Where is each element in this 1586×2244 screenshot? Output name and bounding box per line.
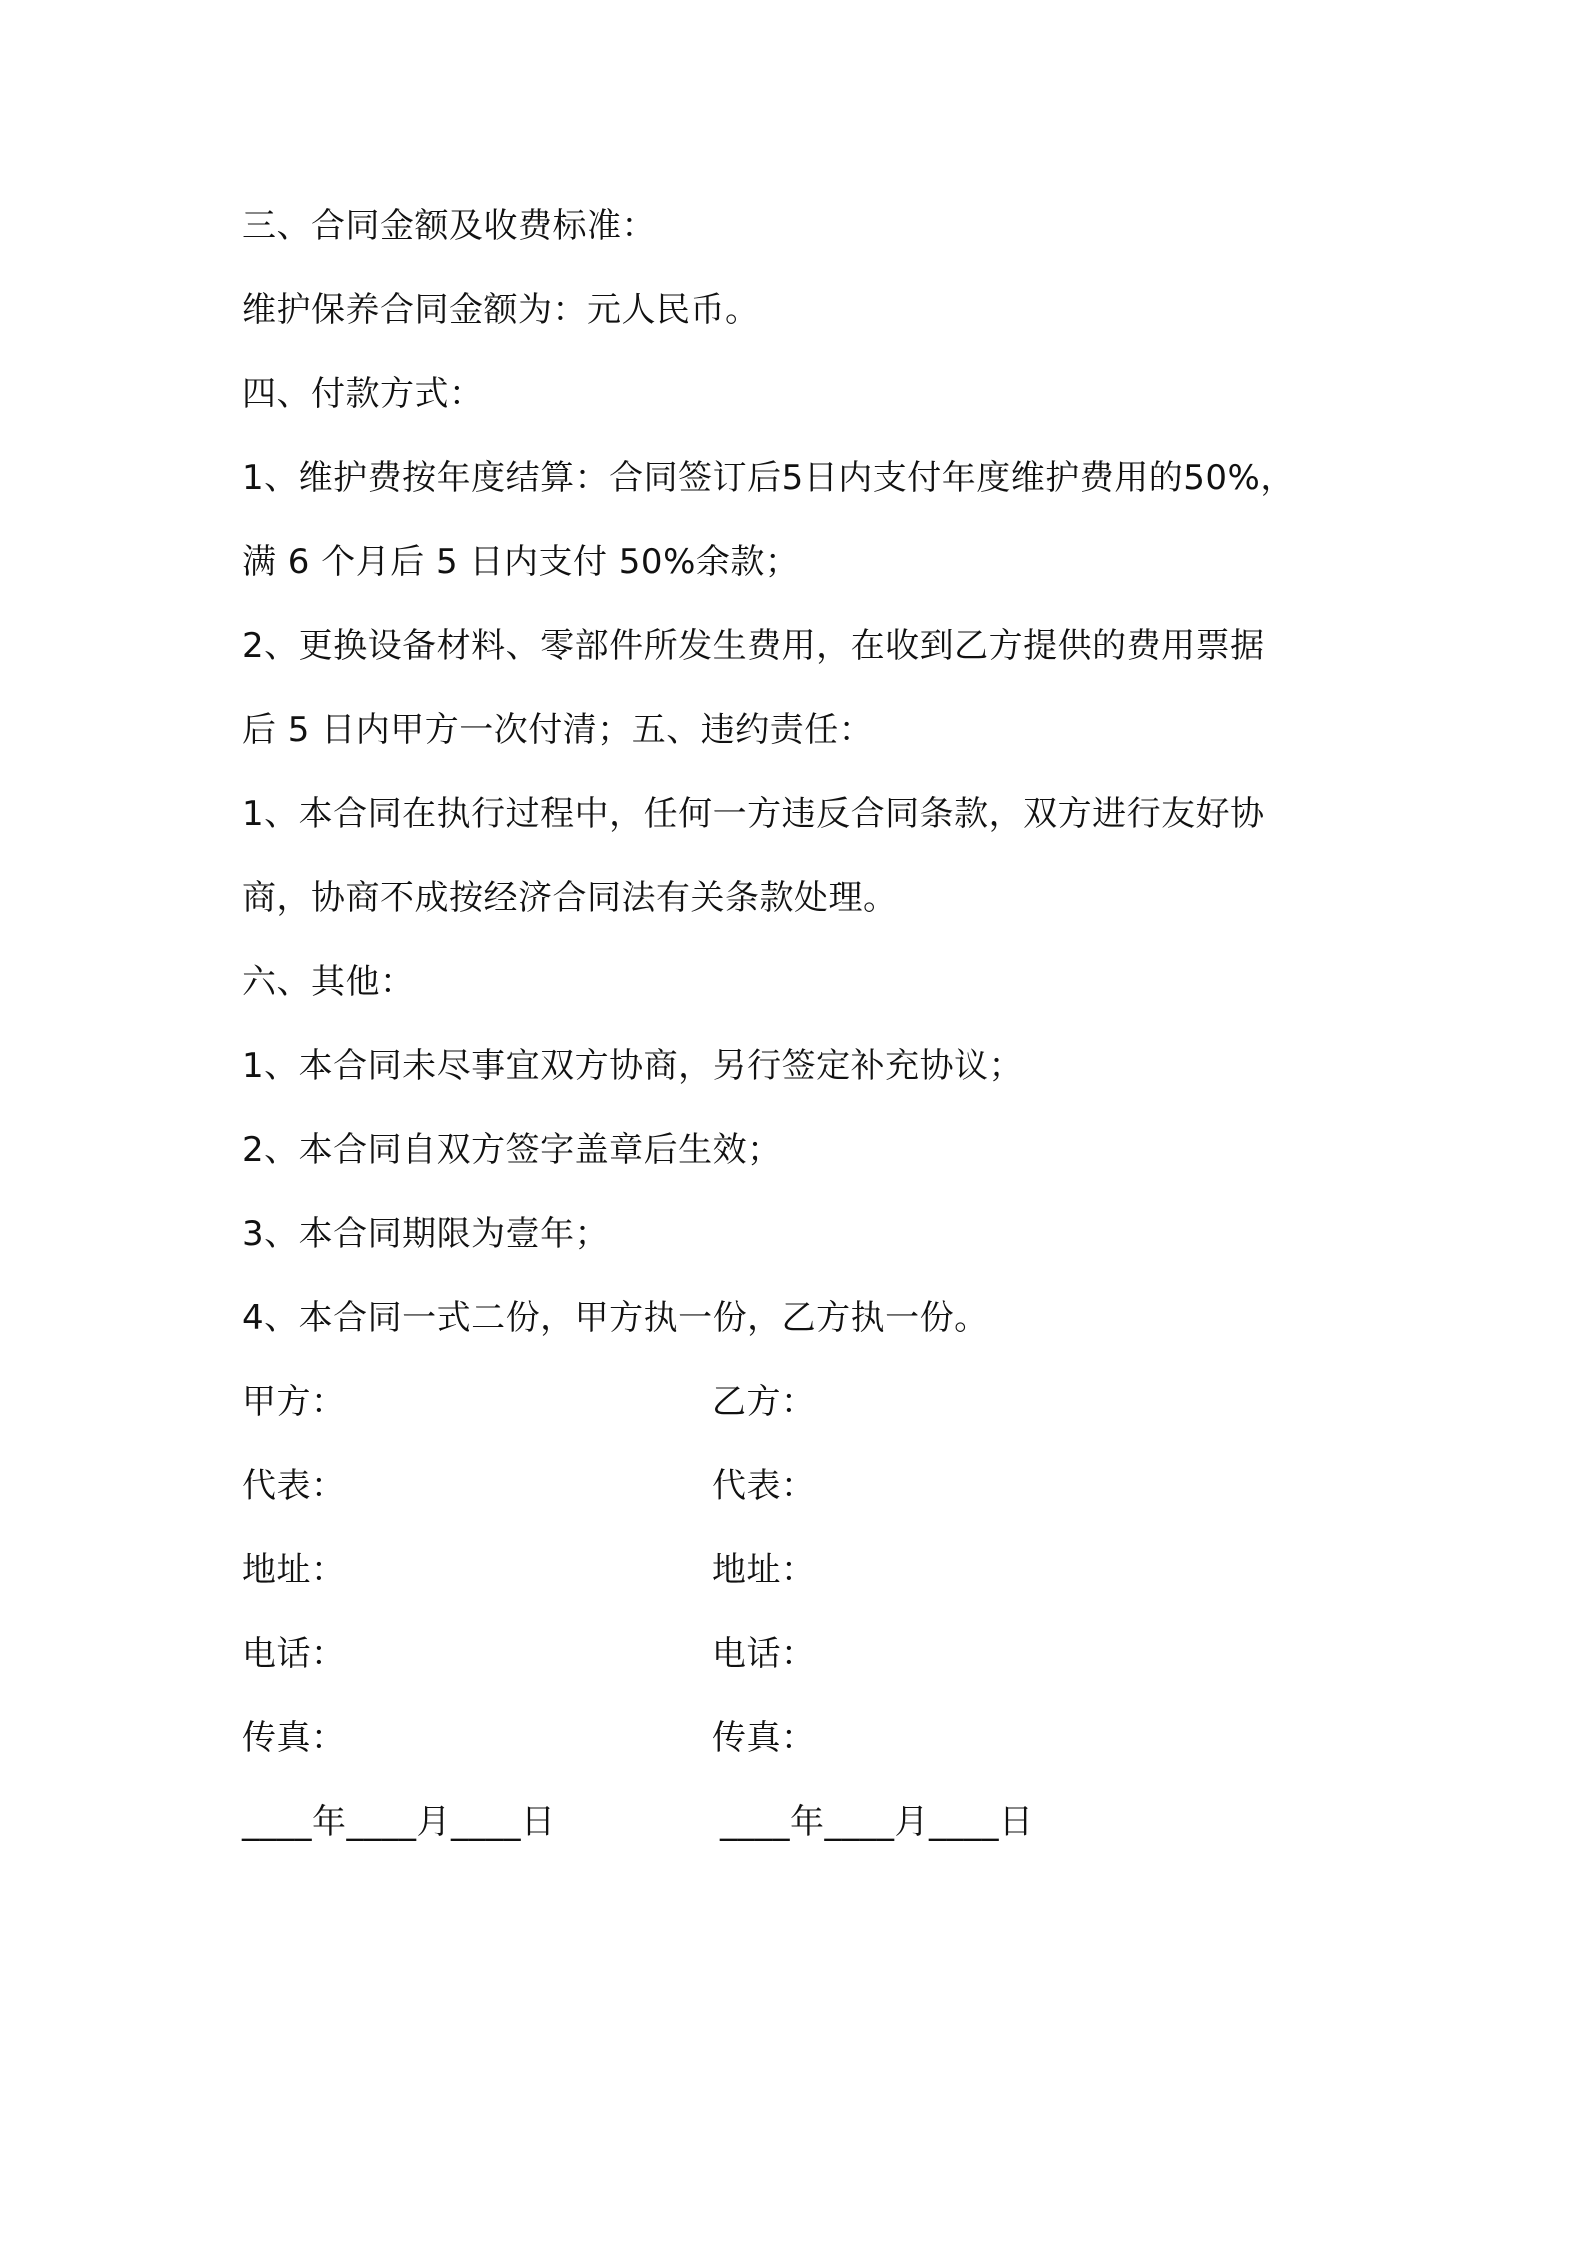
paragraph-other-2: 2、本合同自双方签字盖章后生效；	[242, 1130, 782, 1170]
party-a-fax-label: 传真：	[242, 1718, 346, 1758]
section-heading-amount: 三、合同金额及收费标准：	[242, 206, 656, 246]
party-a-address-label: 地址：	[242, 1550, 346, 1590]
paragraph-liability-1b: 商，协商不成按经济合同法有关条款处理。	[242, 878, 898, 918]
section-heading-payment: 四、付款方式：	[242, 374, 484, 414]
party-b-fax-label: 传真：	[712, 1718, 816, 1758]
party-b-date: ____年____月____日	[720, 1802, 1034, 1842]
paragraph-liability-1a: 1、本合同在执行过程中，任何一方违反合同条款，双方进行友好协	[242, 794, 1265, 834]
party-a-phone-label: 电话：	[242, 1634, 346, 1674]
paragraph-other-1: 1、本合同未尽事宜双方协商，另行签定补充协议；	[242, 1046, 1024, 1086]
party-b-label: 乙方：	[712, 1382, 816, 1422]
party-a-date: ____年____月____日	[242, 1802, 556, 1842]
section-heading-other: 六、其他：	[242, 962, 415, 1002]
paragraph-amount: 维护保养合同金额为：元人民币。	[242, 290, 760, 330]
party-b-representative-label: 代表：	[712, 1466, 816, 1506]
party-a-representative-label: 代表：	[242, 1466, 346, 1506]
paragraph-payment-2a: 2、更换设备材料、零部件所发生费用，在收到乙方提供的费用票据	[242, 626, 1265, 666]
party-b-address-label: 地址：	[712, 1550, 816, 1590]
paragraph-other-4: 4、本合同一式二份，甲方执一份，乙方执一份。	[242, 1298, 989, 1338]
paragraph-payment-2b: 后 5 日内甲方一次付清；五、违约责任：	[242, 710, 874, 750]
paragraph-payment-1a: 1、维护费按年度结算：合同签订后5日内支付年度维护费用的50%，	[242, 458, 1295, 498]
party-b-phone-label: 电话：	[712, 1634, 816, 1674]
party-a-label: 甲方：	[242, 1382, 346, 1422]
paragraph-other-3: 3、本合同期限为壹年；	[242, 1214, 610, 1254]
paragraph-payment-1b: 满 6 个月后 5 日内支付 50%余款；	[242, 542, 800, 582]
